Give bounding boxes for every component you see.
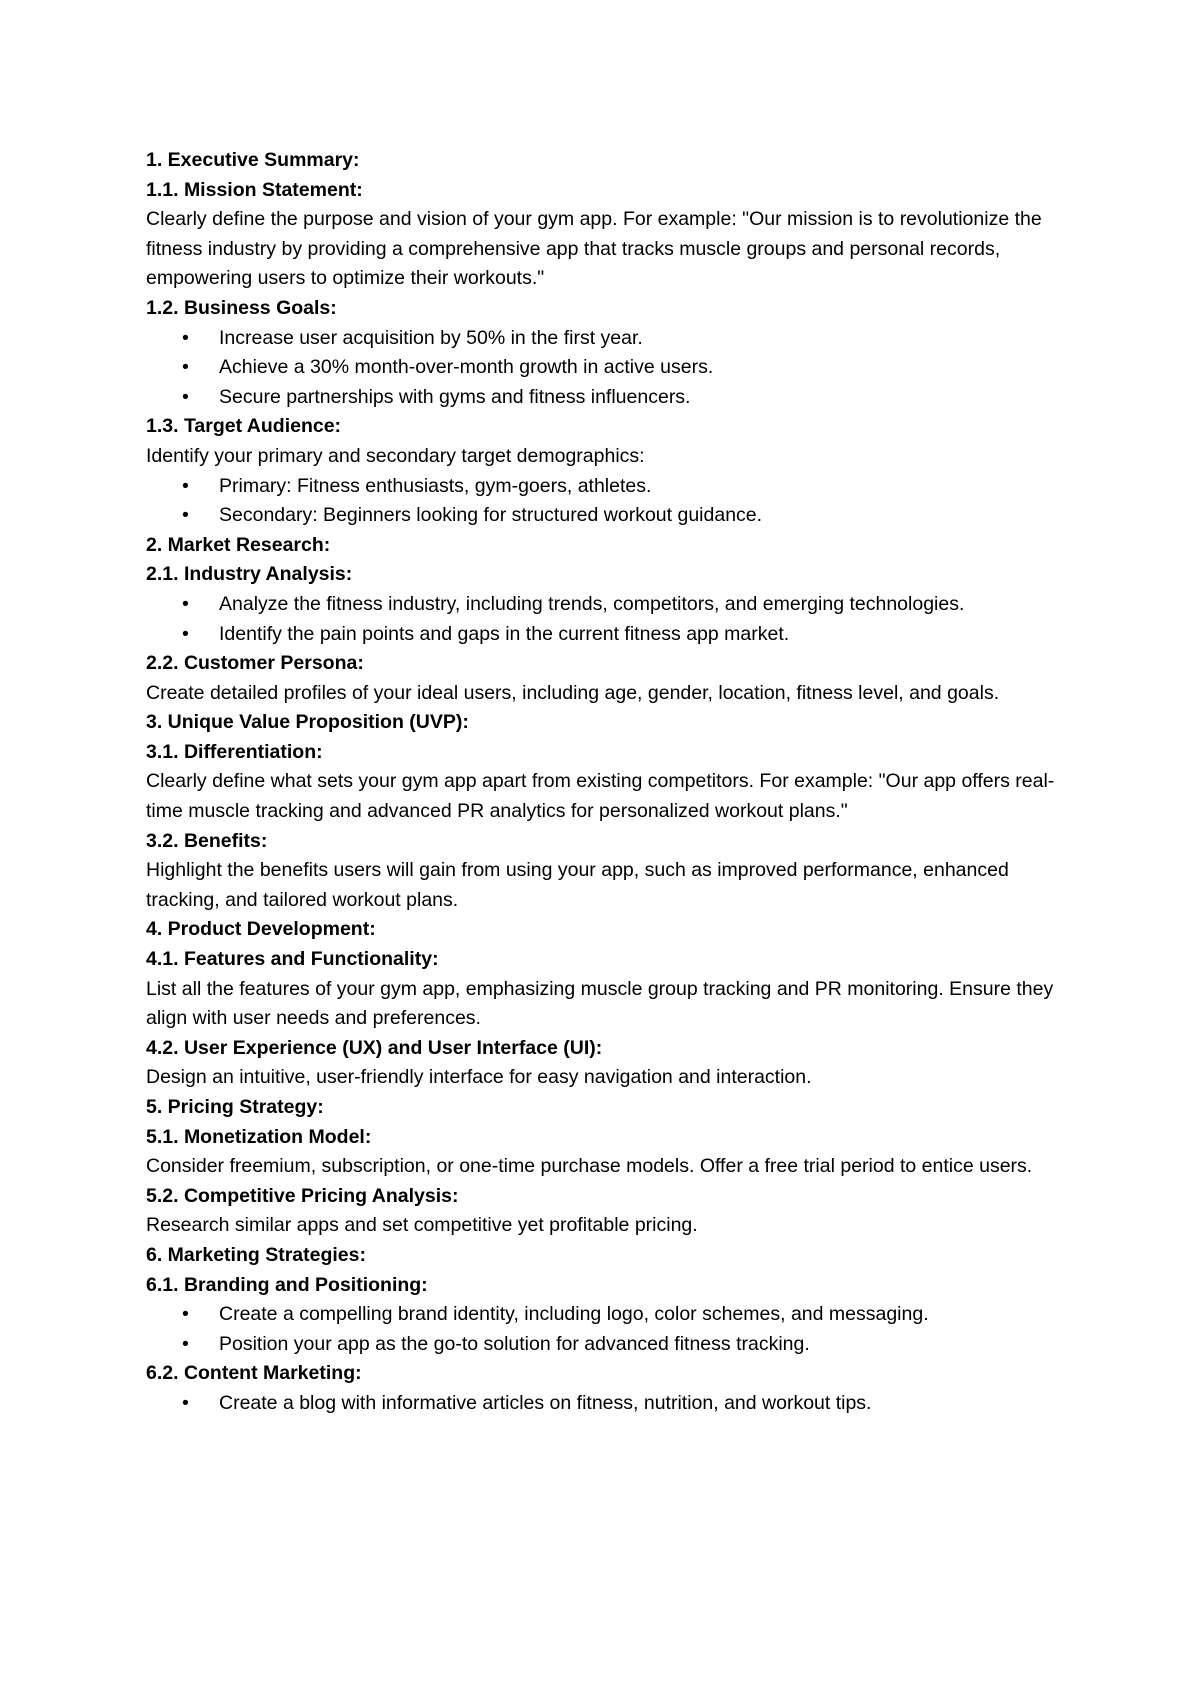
section-2-heading: 2. Market Research: (146, 533, 331, 556)
mission-statement-text: Clearly define the purpose and vision of your gym app. For example: "Our mission is to revolutionize the fitness industry by providing a comprehensive app that tracks muscle groups and personal records, empowering users to optimize their workouts." (146, 208, 1042, 290)
ux-ui-text: Design an intuitive, user-friendly interface for easy navigation and interaction. (146, 1066, 812, 1089)
list-item: • Create a compelling brand identity, including logo, color schemes, and messaging. (146, 1300, 1086, 1330)
branding-list (146, 1300, 1086, 1359)
subsection-1-1-heading: 1.1. Mission Statement: (146, 178, 363, 201)
benefits-text: Highlight the benefits users will gain from using your app, such as improved performance, enhanced tracking, and tailored workout plans. (146, 859, 1009, 911)
subsection-6-1-heading: 6.1. Branding and Positioning: (146, 1273, 428, 1296)
list-item: • Secondary: Beginners looking for structured workout guidance. (146, 501, 1086, 531)
target-audience-text: Identify your primary and secondary target demographics: (146, 444, 645, 467)
target-audience-list (146, 472, 1086, 531)
content-marketing-list (146, 1389, 1086, 1419)
subsection-1-2-heading: 1.2. Business Goals: (146, 296, 337, 319)
list-item: • Create a blog with informative articles on fitness, nutrition, and workout tips. (146, 1389, 1086, 1419)
features-text: List all the features of your gym app, emphasizing muscle group tracking and PR monitoring. Ensure they align with user needs and preferences. (146, 977, 1054, 1030)
list-item: • Identify the pain points and gaps in the current fitness app market. (146, 620, 1086, 650)
business-goals-list (146, 324, 1086, 413)
subsection-2-1-heading: 2.1. Industry Analysis: (146, 563, 353, 586)
subsection-3-1-heading: 3.1. Differentiation: (146, 740, 323, 763)
subsection-5-1-heading: 5.1. Monetization Model: (146, 1125, 372, 1148)
pricing-analysis-text: Research similar apps and set competitive yet profitable pricing. (146, 1214, 698, 1237)
list-item: • Achieve a 30% month-over-month growth in active users. (146, 353, 1086, 383)
section-4-heading: 4. Product Development: (146, 918, 376, 941)
subsection-4-2-heading: 4.2. User Experience (UX) and User Interface (UI): (146, 1036, 603, 1059)
customer-persona-text: Create detailed profiles of your ideal users, including age, gender, location, fitness level, and goals. (146, 681, 1000, 704)
subsection-5-2-heading: 5.2. Competitive Pricing Analysis: (146, 1184, 459, 1207)
section-1-heading: 1. Executive Summary: (146, 149, 360, 171)
list-item: • Analyze the fitness industry, including trends, competitors, and emerging technologies. (146, 590, 1086, 620)
subsection-3-2-heading: 3.2. Benefits: (146, 829, 268, 852)
section-6-heading: 6. Marketing Strategies: (146, 1243, 366, 1266)
list-item: • Primary: Fitness enthusiasts, gym-goers, athletes. (146, 472, 1086, 502)
monetization-text: Consider freemium, subscription, or one-time purchase models. Offer a free trial period to entice users. (146, 1155, 1033, 1178)
list-item: • Position your app as the go-to solution for advanced fitness tracking. (146, 1330, 1086, 1360)
subsection-2-2-heading: 2.2. Customer Persona: (146, 652, 364, 675)
document-body (146, 146, 1086, 1419)
differentiation-text: Clearly define what sets your gym app apart from existing competitors. For example: "Our app offers real-time muscle tracking and advanced PR analytics for personalized workout plans." (146, 770, 1055, 823)
section-5-heading: 5. Pricing Strategy: (146, 1096, 324, 1118)
subsection-1-3-heading: 1.3. Target Audience: (146, 415, 342, 438)
subsection-4-1-heading: 4.1. Features and Functionality: (146, 948, 439, 971)
industry-analysis-list (146, 590, 1086, 649)
section-3-heading: 3. Unique Value Proposition (UVP): (146, 711, 469, 734)
list-item: • Increase user acquisition by 50% in the first year. (146, 324, 1086, 354)
subsection-6-2-heading: 6.2. Content Marketing: (146, 1362, 362, 1385)
list-item: • Secure partnerships with gyms and fitness influencers. (146, 383, 1086, 413)
